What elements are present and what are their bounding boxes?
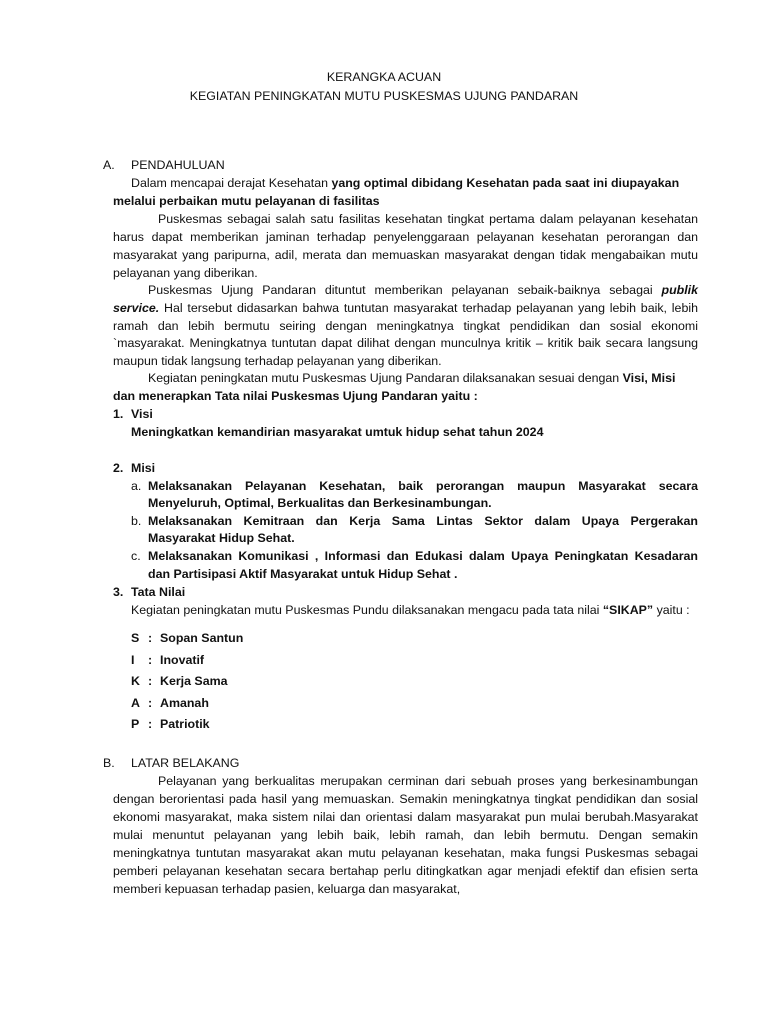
latar-line3: ekonomi masyarakat, maka sistem nilai dan orientasi dalam masyarakat pun mulai berubah.Masyarakat	[113, 810, 698, 824]
para2-publik: publik	[661, 283, 698, 297]
latar-line1: Pelayanan yang berkualitas merupakan cerminan dari sebuah proses yang berkesinambungan	[158, 774, 698, 788]
para2-line4: `masyarakat. Meningkatnya tuntutan dapat dilihat dengan munculnya kritik – kritik baik secara langsung	[113, 336, 698, 350]
misi-a-line1: Melaksanakan Pelayanan Kesehatan, baik perorangan maupun Masyarakat secara	[148, 479, 698, 493]
misi-a-letter: a.	[131, 479, 142, 493]
misi-label: Misi	[131, 461, 156, 475]
misi-b-line1: Melaksanakan Kemitraan dan Kerja Sama Lintas Sektor dalam Upaya Pergerakan	[148, 514, 698, 528]
value-word: Kerja Sama	[160, 674, 228, 688]
misi-a-line2: Menyeluruh, Optimal, Berkualitas dan Berkesinambungan.	[148, 496, 492, 510]
intro-bold: yang optimal dibidang Kesehatan pada saat ini diupayakan	[331, 176, 680, 190]
value-letter: S	[131, 631, 140, 645]
tata-nilai-intro-plain: Kegiatan peningkatan mutu Puskesmas Pundu dilaksanakan mengacu pada tata nilai	[131, 603, 603, 617]
para2-line2	[113, 301, 698, 315]
visi-label: Visi	[131, 407, 153, 421]
value-colon: :	[148, 631, 153, 645]
tata-nilai-number: 3.	[113, 585, 124, 599]
para3-plain: Kegiatan peningkatan mutu Puskesmas Ujung Pandaran dilaksanakan sesuai dengan	[148, 371, 623, 385]
value-letter: I	[131, 653, 135, 667]
para2-line1	[148, 283, 698, 297]
tata-nilai-intro	[131, 603, 690, 617]
value-colon: :	[148, 696, 153, 710]
latar-line7: memberi kepuasan terhadap pasien, keluarga dan masyarakat,	[113, 882, 461, 896]
document-subtitle: KEGIATAN PENINGKATAN MUTU PUSKESMAS UJUNG PANDARAN	[189, 89, 579, 103]
value-colon: :	[148, 674, 153, 688]
latar-line2: dengan berorientasi pada hasil yang memuaskan. Semakin meningkatnya tingkat pendidikan dan sosial	[113, 792, 698, 806]
value-word: Inovatif	[160, 653, 205, 667]
value-word: Patriotik	[160, 717, 210, 731]
para2-line1-plain: Puskesmas Ujung Pandaran dituntut memberikan pelayanan sebaik-baiknya sebagai	[148, 283, 662, 297]
value-letter: A	[131, 696, 140, 710]
value-letter: P	[131, 717, 140, 731]
visi-number: 1.	[113, 407, 124, 421]
misi-b-line2: Masyarakat Hidup Sehat.	[148, 531, 295, 545]
misi-b-letter: b.	[131, 514, 142, 528]
misi-c-line1: Melaksanakan Komunikasi , Informasi dan Edukasi dalam Upaya Peningkatan Kesadaran	[148, 549, 698, 563]
value-letter: K	[131, 674, 140, 688]
misi-c-letter: c.	[131, 549, 141, 563]
value-word: Sopan Santun	[160, 631, 244, 645]
tata-nilai-label: Tata Nilai	[131, 585, 186, 599]
misi-c-line2: dan Partisipasi Aktif Masyarakat untuk Hidup Sehat .	[148, 567, 458, 581]
para1-line3: masyarakat yang paripurna, adil, merata dan memuaskan masyarakat dengan tidak mengabaikan mutu	[113, 248, 698, 262]
latar-line5: meningkatnya tuntutan masyarakat akan mutu pelayanan kesehatan, maka fungsi Puskesmas sebagai	[113, 846, 698, 860]
para3-line2: dan menerapkan Tata nilai Puskesmas Ujung Pandaran yaitu :	[113, 389, 478, 403]
para2-line5: maupun tidak langsung terhadap pelayanan yang diberikan.	[113, 354, 442, 368]
para1-line4: pelayanan yang diberikan.	[113, 266, 258, 280]
value-colon: :	[148, 717, 153, 731]
intro-line1	[131, 176, 679, 190]
para3-line1	[148, 371, 675, 385]
section-a-heading: PENDAHULUAN	[131, 158, 225, 172]
misi-number: 2.	[113, 461, 124, 475]
section-b-letter: B.	[103, 756, 115, 770]
latar-line4: mulai menuntut pelayanan yang lebih baik, lebih ramah, dan lebih bermutu. Dengan semakin	[113, 828, 698, 842]
section-a-letter: A.	[103, 158, 115, 172]
intro-plain: Dalam mencapai derajat Kesehatan	[131, 176, 332, 190]
value-colon: :	[148, 653, 153, 667]
para2-line3: ramah dan lebih bermutu seiring dengan meningkatnya tingkat pendidikan dan sosial ekonomi	[113, 319, 698, 333]
para3-bold: Visi, Misi	[622, 371, 676, 385]
value-word: Amanah	[160, 696, 209, 710]
visi-text: Meningkatkan kemandirian masyarakat umtuk hidup sehat tahun 2024	[131, 425, 544, 439]
para1-line2: harus dapat memberikan jaminan terhadap penyelenggaraan pelayanan kesehatan perorangan dan	[113, 230, 698, 244]
tata-nilai-sikap: “SIKAP”	[602, 603, 654, 617]
section-b-heading: LATAR BELAKANG	[131, 756, 240, 770]
intro-line2: melalui perbaikan mutu pelayanan di fasilitas	[113, 194, 380, 208]
tata-nilai-intro-tail: yaitu :	[653, 603, 690, 617]
latar-line6: pemberi pelayanan kesehatan secara bertahap perlu ditingkatkan agar menjadi efektif dan efisien serta	[113, 864, 698, 878]
para2-service: service.	[113, 301, 160, 315]
document-title: KERANGKA ACUAN	[326, 70, 442, 84]
para2-line2-plain: Hal tersebut didasarkan bahwa tuntutan masyarakat terhadap pelayanan yang lebih baik, lebih	[159, 301, 698, 315]
para1-line1: Puskesmas sebagai salah satu fasilitas kesehatan tingkat pertama dalam pelayanan kesehatan	[158, 212, 698, 226]
